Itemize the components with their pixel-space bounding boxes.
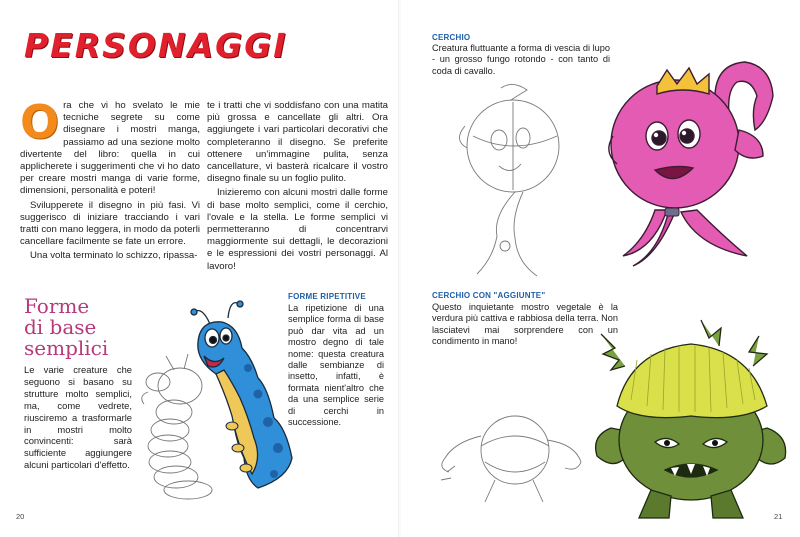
pink-monster-sketch-illustration: [453, 86, 573, 286]
section-title: [24, 296, 108, 359]
section-title-line-3: semplici: [24, 336, 109, 360]
drop-cap: O: [20, 95, 60, 149]
page-number-left: 20: [16, 512, 25, 521]
left-page: [0, 0, 399, 537]
caption-text-circle-additions: Questo inquietante mostro vegetale è la verdura più cattiva e rabbiosa della terra. Non lasciatevi mai sorprendere con un condimento in mano!: [432, 302, 618, 347]
paragraph-2: Svilupperete il disegno in più fasi. Vi suggerisco di iniziare tracciando i vari tratti con mano leggera, in modo da poterli cancellare facilmente se fate un errore.: [20, 199, 200, 248]
section-intro-text: Le varie creature che seguono si basano su strutture molto semplici, ma, come vedrete, riusciremo a trasformarle in mostri molto convincenti: sarà sufficiente aggiungere alcuni particolari d'effetto.: [24, 364, 132, 471]
paragraph-4: te i tratti che vi soddisfano con una matita più grossa e cancellate gli altri. Ora aggiungete i vari particolari decorativi che completeranno il disegno. Se preferite ottenere un'immagine pulita, senza cancellature, vi basterà ricalcare il vostro disegno finale su un foglio pulito.: [207, 100, 388, 185]
caption-head-circle-additions: CERCHIO CON "AGGIUNTE": [432, 291, 546, 300]
pink-monster-color-illustration: [597, 60, 777, 270]
paragraph-5: Inizieremo con alcuni mostri dalle forme di base molto semplici, come il cerchio, l'ovale e la stella. Le forme semplici vi permetteranno di concentrarvi maggiormente sui dettagli, le decorazioni e le espressioni dei vostri personaggi. Al lavoro!: [207, 187, 388, 272]
right-page: [401, 0, 800, 537]
body-column-2: [207, 100, 388, 275]
paragraph-1-text: ra che vi ho svelato le mie tecniche segrete su come disegnare i mostri manga, passiamo ad una sezione molto divertente del libro: quella in cui applicherete i suggerimenti che vi ho dato per creare mostri manga di varie forme, dimensioni, personalità e poteri!: [20, 100, 200, 197]
green-monster-sketch-illustration: [435, 406, 585, 506]
body-column-1: [20, 95, 200, 265]
section-title-line-2: di base: [24, 315, 97, 339]
section-title-line-1: Forme: [24, 294, 90, 318]
paragraph-1: [20, 95, 200, 198]
caption-text-circle: Creatura fluttuante a forma di vescia di lupo - un grosso fungo rotondo - con tanto di coda di cavallo.: [432, 43, 610, 76]
blue-caterpillar-monster-illustration: [188, 298, 298, 498]
caption-head-repetitive: FORME RIPETITIVE: [288, 292, 366, 301]
green-monster-color-illustration: [591, 320, 791, 520]
paragraph-3: Una volta terminato lo schizzo, ripassa-: [30, 250, 198, 262]
page-number-right: 21: [774, 512, 783, 521]
page-title: PERSONAGGI: [24, 26, 288, 65]
caption-head-circle: CERCHIO: [432, 33, 471, 42]
caption-text-repetitive: La ripetizione di una semplice forma di base può dar vita ad un mostro degno di tale nome: questa creatura dalle sembianze di insetto, infatti, è formata nient'altro che da una semplice serie di cerchi in successione.: [288, 303, 384, 428]
